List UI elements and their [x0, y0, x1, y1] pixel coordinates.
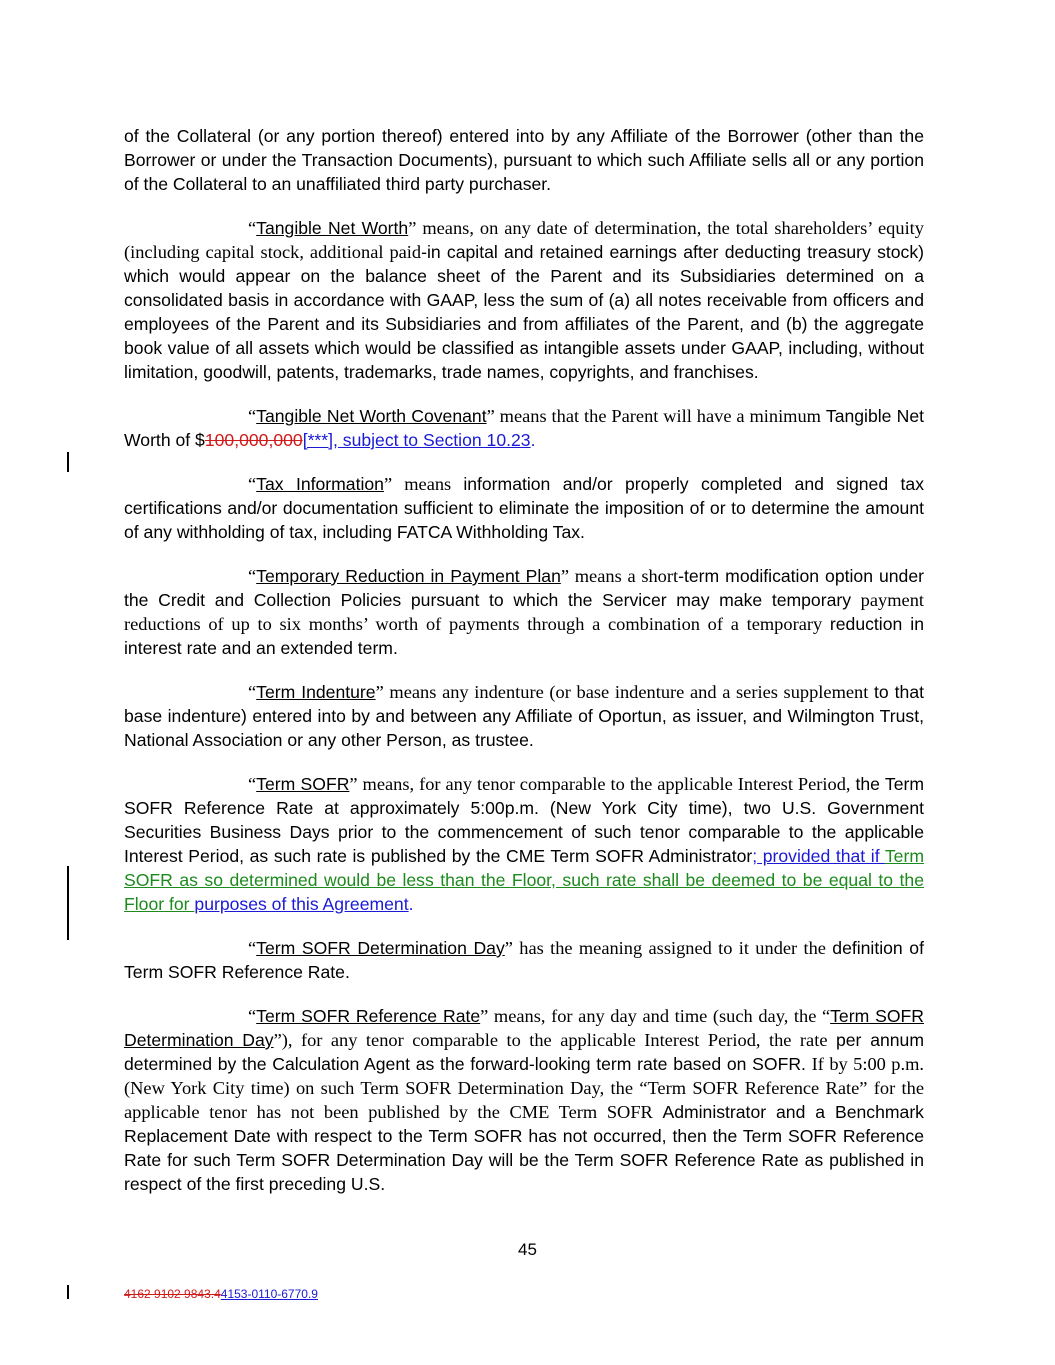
defined-term: Tax Information — [256, 474, 384, 494]
deleted-text: 100,000,000 — [204, 430, 303, 450]
defined-term: Term SOFR Determination Day — [124, 1006, 924, 1050]
inserted-text: [***], subject to Section 10.23 — [302, 430, 531, 450]
change-bar — [67, 1285, 69, 1299]
defined-term: Term SOFR Determination Day — [256, 938, 505, 958]
moved-text: Term SOFR as so determined would be less than the Floor, such rate shall be deemed to be equal to the Floor for — [124, 846, 924, 914]
definition-term-sofr-determination-day: “Term SOFR Determination Day” has the meaning assigned to it under the definition of Term SOFR Reference Rate. — [124, 938, 924, 982]
definition-term-indenture: “Term Indenture” means any indenture (or base indenture and a series supplement to that base indenture) entered into by and between any Affiliate of Oportun, as issuer, and Wilmington Trust, National Association or any other Person, as trustee. — [124, 682, 924, 750]
definition-tangible-net-worth: “Tangible Net Worth” means, on any date of determination, the total shareholders’ equity (including capital stock, additional paid-in capital and retained earnings after deducting treasury stock) which would appear on the balance sheet of the Parent and its Subsidiaries determined on a consolidated basis in accordance with GAAP, less the sum of (a) all notes receivable from officers and employees of the Parent and its Subsidiaries and from affiliates of the Parent, and (b) the aggregate book value of all assets which would be classified as intangible assets under GAAP, including, without limitation, goodwill, patents, trademarks, trade names, copyrights, and franchises. — [124, 218, 924, 382]
document-body — [124, 124, 924, 1216]
definition-temporary-reduction: “Temporary Reduction in Payment Plan” means a short-term modification option under the Credit and Collection Policies pursuant to which the Servicer may make temporary payment reductions of up to six months’ worth of payments through a combination of a temporary reduction in interest rate and an extended term. — [124, 566, 924, 658]
definition-term-sofr: “Term SOFR” means, for any tenor comparable to the applicable Interest Period, the Term SOFR Reference Rate at approximately 5:00p.m. (New York City time), two U.S. Government Securities Business Days prior to the commencement of such tenor comparable to the applicable Interest Period, as such rate is published by the CME Term SOFR Administrator; provided that if Term SOFR as so determined would be less than the Floor, such rate shall be deemed to be equal to the Floor for purposes of this Agreement. — [124, 774, 924, 914]
definition-tangible-net-worth-covenant: “Tangible Net Worth Covenant” means that the Parent will have a minimum Tangible Net Worth of $100,000,000[***], subject to Section 10.23. — [124, 406, 925, 450]
defined-term: Term SOFR — [256, 774, 350, 794]
inserted-text: 4153-0110-6770.9 — [220, 1287, 318, 1301]
inserted-text: purposes of this Agreement — [194, 894, 409, 914]
change-bar — [67, 452, 69, 472]
change-bar — [67, 866, 69, 940]
deleted-text: 4162 9102 9843.4 — [124, 1287, 221, 1301]
defined-term: Term SOFR Reference Rate — [256, 1006, 481, 1026]
document-footer-id — [124, 1287, 318, 1301]
defined-term: Tangible Net Worth — [256, 218, 409, 238]
definition-tax-information: “Tax Information” means information and/or properly completed and signed tax certifications and/or documentation sufficient to eliminate the imposition of or to determine the amount of any withholding of tax, including FATCA Withholding Tax. — [124, 474, 924, 542]
defined-term: Term Indenture — [256, 682, 376, 702]
definition-term-sofr-reference-rate: “Term SOFR Reference Rate” means, for any day and time (such day, the “Term SOFR Determination Day”), for any tenor comparable to the applicable Interest Period, the rate per annum determined by the Calculation Agent as the forward-looking term rate based on SOFR. If by 5:00 p.m. (New York City time) on such Term SOFR Determination Day, the “Term SOFR Reference Rate” for the applicable tenor has not been published by the CME Term SOFR Administrator and a Benchmark Replacement Date with respect to the Term SOFR has not occurred, then the Term SOFR Reference Rate for such Term SOFR Determination Day will be the Term SOFR Reference Rate as published in respect of the first preceding U.S. — [124, 1006, 924, 1194]
paragraph-collateral-continuation: of the Collateral (or any portion thereof) entered into by any Affiliate of the Borrower (other than the Borrower or under the Transaction Documents), pursuant to which such Affiliate sells all or any portion of the Collateral to an unaffiliated third party purchaser. — [124, 126, 924, 194]
page-number: 45 — [518, 1240, 537, 1259]
defined-term: Tangible Net Worth Covenant — [256, 406, 487, 426]
defined-term: Temporary Reduction in Payment Plan — [256, 566, 561, 586]
inserted-text: provided that if — [757, 846, 885, 866]
